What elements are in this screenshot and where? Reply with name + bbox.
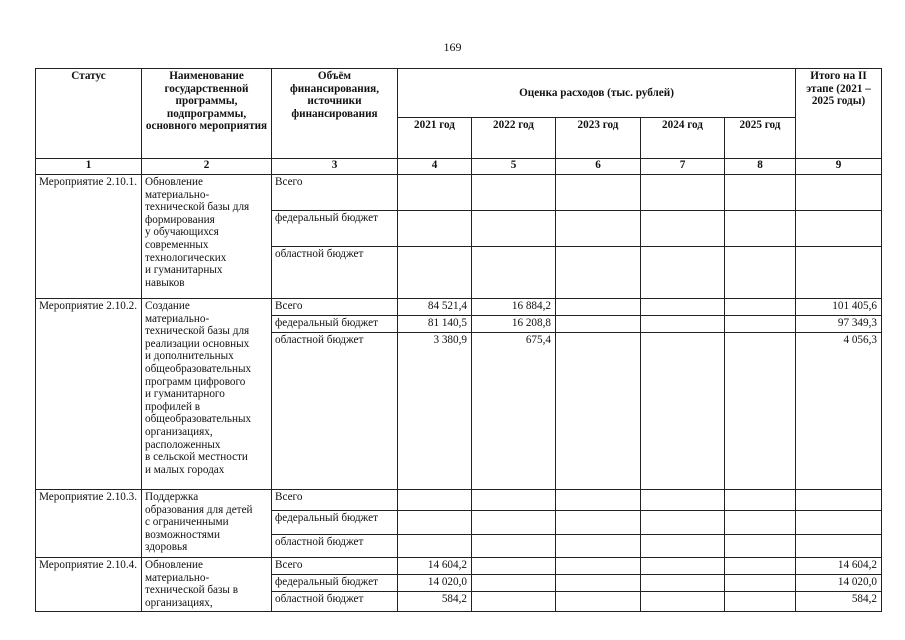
value-cell: [641, 175, 725, 211]
source-label: областной бюджет: [272, 247, 398, 299]
source-label: Всего: [272, 175, 398, 211]
activity-status: Мероприятие 2.10.1.: [36, 175, 142, 299]
value-cell: [556, 511, 641, 535]
col-number: 4: [398, 159, 472, 175]
col-number: 1: [36, 159, 142, 175]
value-cell: 81 140,5: [398, 316, 472, 333]
value-cell: [641, 316, 725, 333]
value-cell: [472, 535, 556, 558]
source-label: федеральный бюджет: [272, 316, 398, 333]
value-cell: [472, 175, 556, 211]
total-cell: [796, 247, 882, 299]
header-total: Итого на II этапе (2021 – 2025 годы): [796, 69, 882, 159]
value-cell: [556, 175, 641, 211]
source-label: Всего: [272, 299, 398, 316]
value-cell: 16 884,2: [472, 299, 556, 316]
value-cell: [725, 247, 796, 299]
activity-name: Поддержка образования для детей с ограниченными возможностями здоровья: [142, 490, 272, 558]
value-cell: [556, 558, 641, 575]
value-cell: [556, 592, 641, 612]
value-cell: [472, 247, 556, 299]
value-cell: [556, 535, 641, 558]
value-cell: [725, 511, 796, 535]
value-cell: [556, 333, 641, 490]
value-cell: [398, 247, 472, 299]
value-cell: [725, 592, 796, 612]
value-cell: [725, 333, 796, 490]
page-number: 169: [443, 40, 462, 54]
header-name: Наименование государственной программы, подпрограммы, основного мероприятия: [142, 69, 272, 159]
header-estimate: Оценка расходов (тыс. рублей): [398, 69, 796, 118]
source-label: Всего: [272, 490, 398, 511]
header-year-2025: 2025 год: [725, 118, 796, 159]
value-cell: [641, 333, 725, 490]
total-cell: 97 349,3: [796, 316, 882, 333]
header-volume: Объём финансирования, источники финансирования: [272, 69, 398, 159]
total-cell: [796, 535, 882, 558]
value-cell: [641, 535, 725, 558]
value-cell: [641, 558, 725, 575]
table-row: [36, 490, 882, 511]
value-cell: [725, 575, 796, 592]
value-cell: [472, 490, 556, 511]
source-label: Всего: [272, 558, 398, 575]
value-cell: [641, 211, 725, 247]
financing-table: [35, 68, 882, 612]
value-cell: [472, 592, 556, 612]
value-cell: [472, 511, 556, 535]
source-label: областной бюджет: [272, 535, 398, 558]
value-cell: [641, 592, 725, 612]
value-cell: [472, 211, 556, 247]
source-label: областной бюджет: [272, 592, 398, 612]
header-year-2023: 2023 год: [556, 118, 641, 159]
value-cell: [556, 575, 641, 592]
col-number: 9: [796, 159, 882, 175]
col-number: 5: [472, 159, 556, 175]
value-cell: [472, 558, 556, 575]
value-cell: [641, 490, 725, 511]
value-cell: [556, 211, 641, 247]
total-cell: [796, 511, 882, 535]
total-cell: 14 020,0: [796, 575, 882, 592]
header-year-2021: 2021 год: [398, 118, 472, 159]
total-cell: 14 604,2: [796, 558, 882, 575]
value-cell: [725, 535, 796, 558]
col-number: 3: [272, 159, 398, 175]
total-cell: [796, 175, 882, 211]
total-cell: 4 056,3: [796, 333, 882, 490]
activity-status: Мероприятие 2.10.2.: [36, 299, 142, 490]
value-cell: [725, 175, 796, 211]
activity-name: Обновление материально- технической базы для формирования у обучающихся современных технологических и гуманитарных навыков: [142, 175, 272, 299]
source-label: федеральный бюджет: [272, 511, 398, 535]
value-cell: 3 380,9: [398, 333, 472, 490]
value-cell: [556, 490, 641, 511]
total-cell: [796, 490, 882, 511]
source-label: федеральный бюджет: [272, 211, 398, 247]
value-cell: [641, 511, 725, 535]
value-cell: [556, 247, 641, 299]
value-cell: 14 604,2: [398, 558, 472, 575]
table-row: [36, 299, 882, 316]
value-cell: [556, 316, 641, 333]
col-number: 8: [725, 159, 796, 175]
value-cell: [398, 511, 472, 535]
value-cell: 16 208,8: [472, 316, 556, 333]
value-cell: [398, 211, 472, 247]
activity-status: Мероприятие 2.10.3.: [36, 490, 142, 558]
col-number: 7: [641, 159, 725, 175]
activity-status: Мероприятие 2.10.4.: [36, 558, 142, 612]
source-label: областной бюджет: [272, 333, 398, 490]
col-number: 2: [142, 159, 272, 175]
total-cell: 101 405,6: [796, 299, 882, 316]
value-cell: [641, 575, 725, 592]
total-cell: [796, 211, 882, 247]
header-year-2024: 2024 год: [641, 118, 725, 159]
value-cell: 84 521,4: [398, 299, 472, 316]
col-number: 6: [556, 159, 641, 175]
value-cell: [725, 299, 796, 316]
value-cell: [398, 490, 472, 511]
activity-name: Обновление материально- технической базы в организациях,: [142, 558, 272, 612]
source-label: федеральный бюджет: [272, 575, 398, 592]
header-year-2022: 2022 год: [472, 118, 556, 159]
total-cell: 584,2: [796, 592, 882, 612]
value-cell: [398, 175, 472, 211]
value-cell: 14 020,0: [398, 575, 472, 592]
header-status: Статус: [36, 69, 142, 159]
value-cell: [398, 535, 472, 558]
value-cell: [556, 299, 641, 316]
value-cell: [725, 211, 796, 247]
value-cell: [725, 490, 796, 511]
value-cell: 584,2: [398, 592, 472, 612]
table-row: [36, 558, 882, 575]
value-cell: [725, 558, 796, 575]
value-cell: [641, 299, 725, 316]
table-row: [36, 175, 882, 211]
value-cell: [725, 316, 796, 333]
value-cell: [641, 247, 725, 299]
value-cell: [472, 575, 556, 592]
value-cell: 675,4: [472, 333, 556, 490]
activity-name: Создание материально- технической базы для реализации основных и дополнительных общеобразовательных программ цифрового и гуманитарного профилей в общеобразовательных организациях, расположенных в сельской местности и малых городах: [142, 299, 272, 490]
